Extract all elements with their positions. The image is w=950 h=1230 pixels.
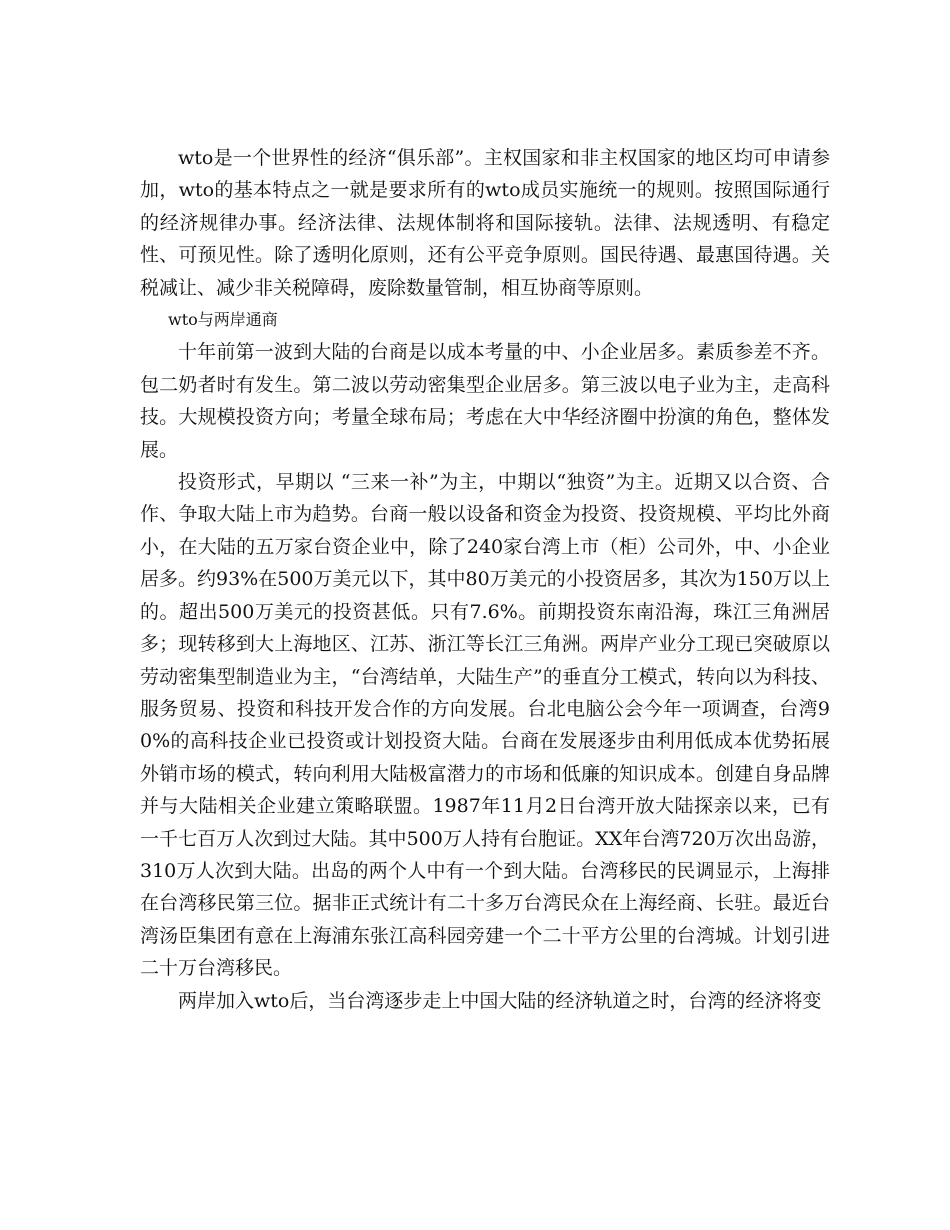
document-body <box>140 142 830 1017</box>
paragraph-taiwanese-investors-waves: 十年前第一波到大陆的台商是以成本考量的中、小企业居多。素质参差不齐。包二奶者时有发生。第二波以劳动密集型企业居多。第三波以电子业为主，走高科技。大规模投资方向；考量全球布局；考虑在大中华经济圈中扮演的角色，整体发展。 <box>140 341 830 461</box>
paragraph-investment-forms: 投资形式，早期以 “三来一补”为主，中期以“独资”为主。近期又以合资、合作、争取大陆上市为趋势。台商一般以设备和资金为投资、投资规模、平均比外商小，在大陆的五万家台资企业中，除了240家台湾上市（柜）公司外，中、小企业居多。约93%在500万美元以下，其中80万美元的小投资居多，其次为150万以上的。超出500万美元的投资甚低。只有7.6%。前期投资东南沿海，珠江三角洲居多；现转移到大上海地区、江苏、浙江等长江三角洲。两岸产业分工现已突破原以劳动密集型制造业为主，“台湾结单，大陆生产”的垂直分工模式，转向以为科技、服务贸易、投资和科技开发合作的方向发展。台北电脑公会今年一项调查，台湾90%的高科技企业已投资或计划投资大陆。台商在发展逐步由利用低成本优势拓展外销市场的模式，转向利用大陆极富潜力的市场和低廉的知识成本。创建自身品牌并与大陆相关企业建立策略联盟。1987年11月2日台湾开放大陆探亲以来，已有一千七百万人次到过大陆。其中500万人持有台胞证。XX年台湾720万次出岛游，310万人次到大陆。出岛的两个人中有一个到大陆。台湾移民的民调显示，上海排在台湾移民第三位。据非正式统计有二十多万台湾民众在上海经商、长驻。最近台湾汤臣集团有意在上海浦东张江高科园旁建一个二十平方公里的台湾城。计划引进二十万台湾移民。 <box>140 471 830 980</box>
paragraph-wto-intro: wto是一个世界性的经济“俱乐部”。主权国家和非主权国家的地区均可申请参加，wto的基本特点之一就是要求所有的wto成员实施统一的规则。按照国际通行的经济规律办事。经济法律、法规体制将和国际接轨。法律、法规透明、有稳定性、可预见性。除了透明化原则，还有公平竞争原则。国民待遇、最惠国待遇。关税减让、减少非关税障碍，废除数量管制，相互协商等原则。 <box>140 147 830 299</box>
paragraph-after-wto-entry: 两岸加入wto后，当台湾逐步走上中国大陆的经济轨道之时，台湾的经济将变 <box>178 989 822 1012</box>
section-heading-cross-strait-trade: wto与两岸通商 <box>168 310 278 330</box>
